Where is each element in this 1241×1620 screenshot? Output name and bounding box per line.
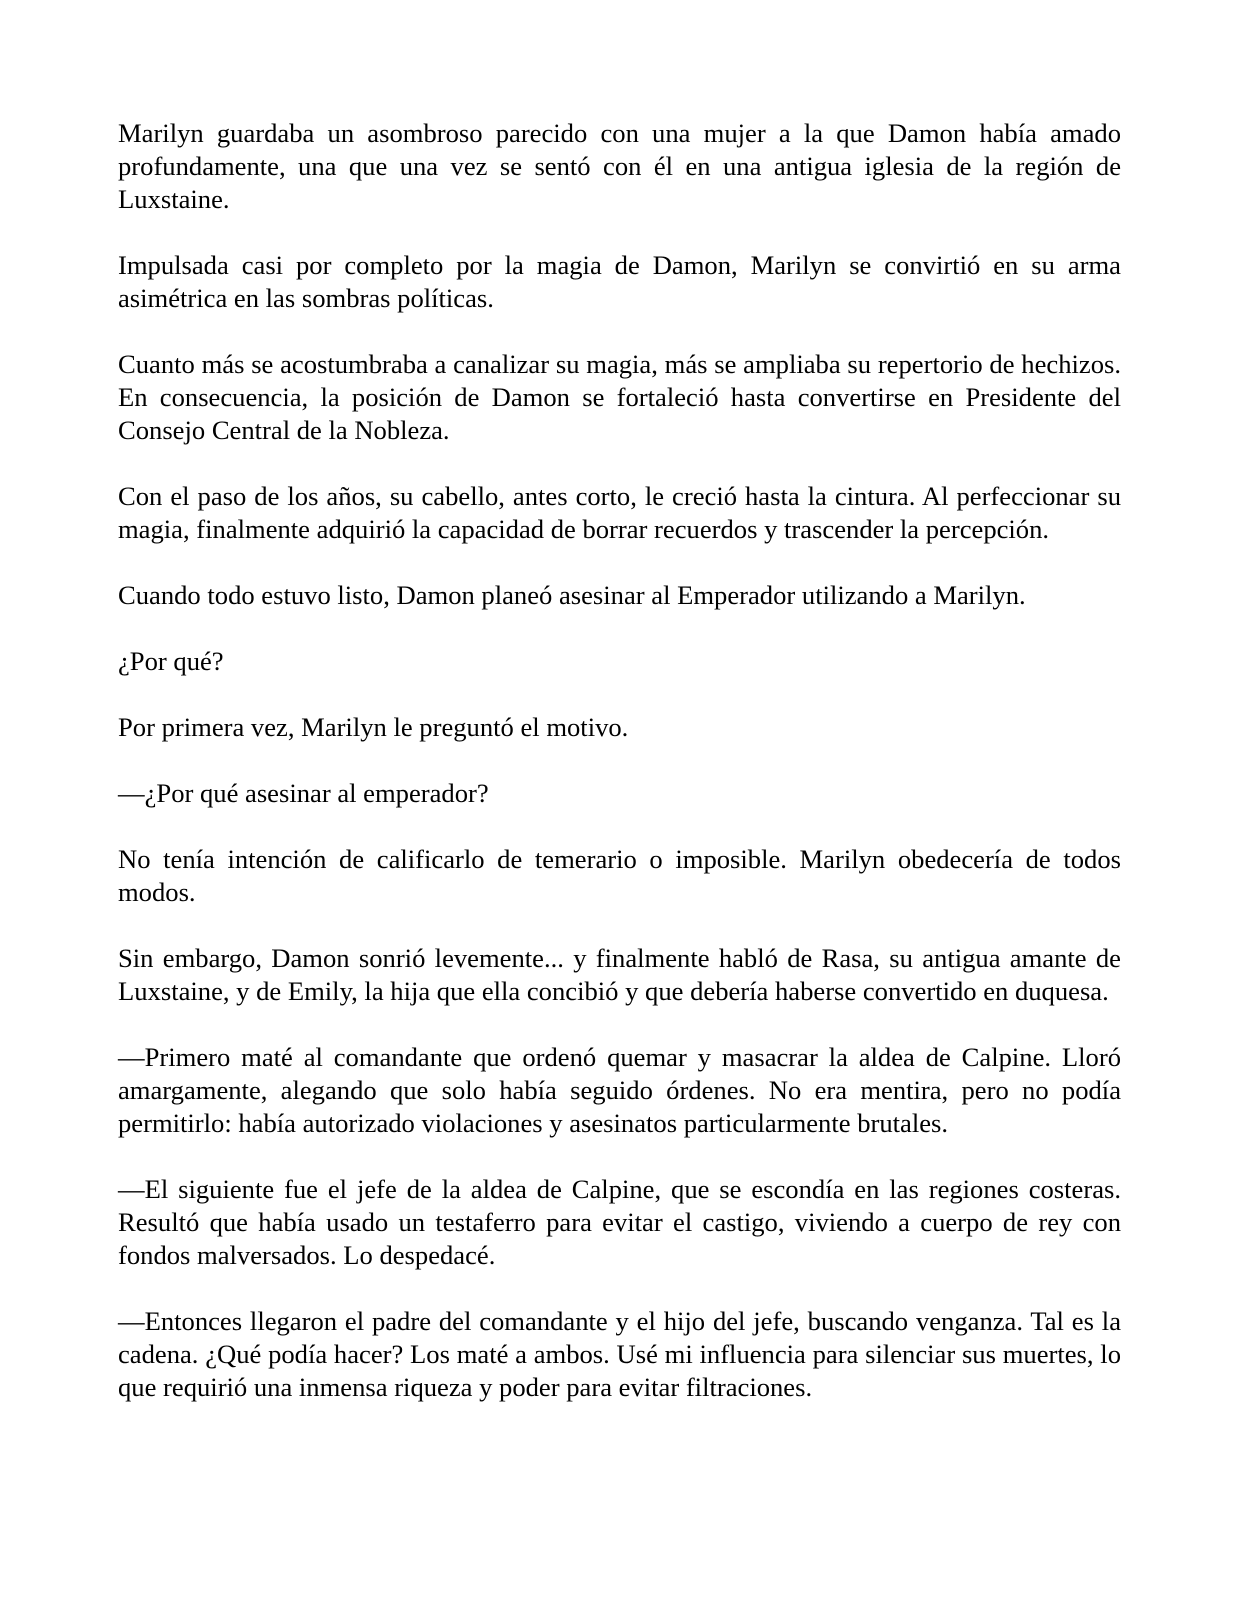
paragraph-8: —¿Por qué asesinar al emperador? bbox=[118, 778, 489, 808]
paragraph-13: —Entonces llegaron el padre del comandante y el hijo del jefe, buscando venganza. Tal es la cadena. ¿Qué podía hacer? Los maté a ambos. Usé mi influencia para silenciar sus muertes, lo que requirió una inmensa riqueza y poder para evitar filtraciones. bbox=[118, 1306, 1121, 1402]
paragraph-10: Sin embargo, Damon sonrió levemente... y finalmente habló de Rasa, su antigua amante de Luxstaine, y de Emily, la hija que ella concibió y que debería haberse convertido en duquesa. bbox=[118, 943, 1121, 1006]
paragraph-6: ¿Por qué? bbox=[118, 646, 224, 676]
document-body bbox=[118, 117, 1121, 1437]
paragraph-12: —El siguiente fue el jefe de la aldea de Calpine, que se escondía en las regiones costeras. Resultó que había usado un testaferro para evitar el castigo, viviendo a cuerpo de rey con fondos malversados. Lo despedacé. bbox=[118, 1174, 1121, 1270]
paragraph-3: Cuanto más se acostumbraba a canalizar su magia, más se ampliaba su repertorio de hechizos. En consecuencia, la posición de Damon se fortaleció hasta convertirse en Presidente del Consejo Central de la Nobleza. bbox=[118, 349, 1121, 445]
paragraph-7: Por primera vez, Marilyn le preguntó el motivo. bbox=[118, 712, 629, 742]
paragraph-5: Cuando todo estuvo listo, Damon planeó asesinar al Emperador utilizando a Marilyn. bbox=[118, 580, 1026, 610]
paragraph-9: No tenía intención de calificarlo de temerario o imposible. Marilyn obedecería de todos modos. bbox=[118, 844, 1121, 907]
paragraph-1: Marilyn guardaba un asombroso parecido con una mujer a la que Damon había amado profundamente, una que una vez se sentó con él en una antigua iglesia de la región de Luxstaine. bbox=[118, 118, 1121, 214]
paragraph-11: —Primero maté al comandante que ordenó quemar y masacrar la aldea de Calpine. Lloró amargamente, alegando que solo había seguido órdenes. No era mentira, pero no podía permitirlo: había autorizado violaciones y asesinatos particularmente brutales. bbox=[118, 1042, 1121, 1138]
paragraph-2: Impulsada casi por completo por la magia de Damon, Marilyn se convirtió en su arma asimétrica en las sombras políticas. bbox=[118, 250, 1121, 313]
paragraph-4: Con el paso de los años, su cabello, antes corto, le creció hasta la cintura. Al perfeccionar su magia, finalmente adquirió la capacidad de borrar recuerdos y trascender la percepción. bbox=[118, 481, 1121, 544]
